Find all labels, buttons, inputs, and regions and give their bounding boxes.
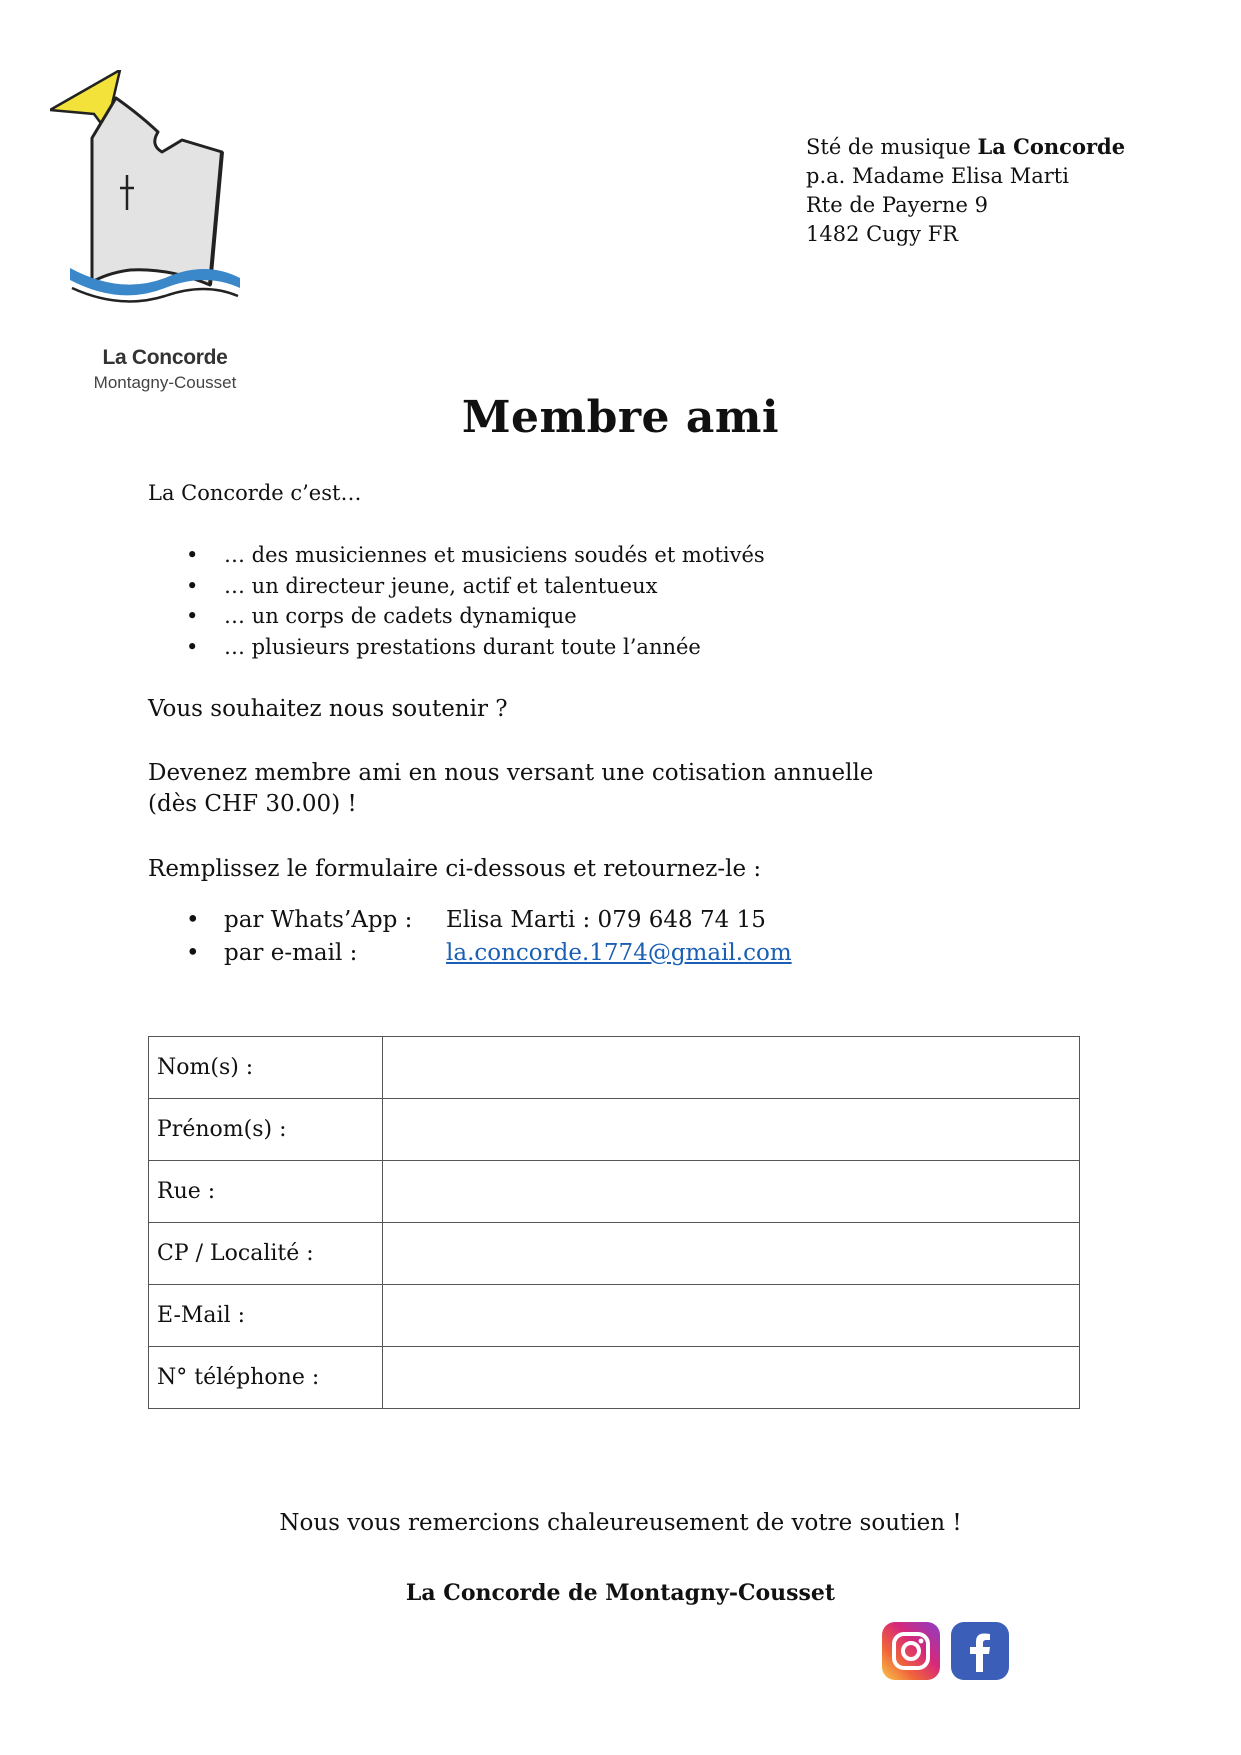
list-item: • … un directeur jeune, actif et talentueux [148,571,765,602]
list-item: • … un corps de cadets dynamique [148,601,765,632]
features-list [148,540,765,662]
field-input-telephone[interactable] [383,1347,1080,1409]
field-input-prenom[interactable] [383,1099,1080,1161]
field-label-nom: Nom(s) : [149,1037,383,1099]
instagram-icon[interactable] [882,1622,940,1680]
club-logo [50,70,280,400]
logo-name: La Concorde [102,346,228,369]
address-line-1 [806,132,1125,162]
list-item: • … plusieurs prestations durant toute l’année [148,632,765,663]
email-link[interactable]: la.concorde.1774@gmail.com [446,940,792,966]
contact-label: par Whats’App : [224,907,413,933]
logo-subtitle: Montagny-Cousset [93,373,237,392]
table-row [149,1099,1080,1161]
list-item: • … des musiciennes et musiciens soudés et motivés [148,540,765,571]
contacts-list [148,904,792,970]
field-input-rue[interactable] [383,1161,1080,1223]
field-label-prenom: Prénom(s) : [149,1099,383,1161]
thanks-text: Nous vous remercions chaleureusement de votre soutien ! [279,1510,962,1536]
field-label-rue: Rue : [149,1161,383,1223]
address-line-4: 1482 Cugy FR [806,222,959,246]
field-label-telephone: N° téléphone : [149,1347,383,1409]
field-label-cp-localite: CP / Localité : [149,1223,383,1285]
intro-text: La Concorde c’est… [148,481,362,505]
table-row [149,1285,1080,1347]
table-row [149,1347,1080,1409]
page-title: Membre ami [461,392,780,443]
facebook-icon[interactable] [951,1622,1009,1680]
become-member-line-2: (dès CHF 30.00) ! [148,791,357,817]
field-input-email[interactable] [383,1285,1080,1347]
contact-value: Elisa Marti : 079 648 74 15 [446,907,766,933]
field-input-nom[interactable] [383,1037,1080,1099]
support-question: Vous souhaitez nous soutenir ? [148,696,508,722]
address-line-3: Rte de Payerne 9 [806,193,988,217]
address-line-2: p.a. Madame Elisa Marti [806,164,1069,188]
table-row [149,1161,1080,1223]
contact-label: par e-mail : [224,940,358,966]
address-org-name: La Concorde [977,134,1126,159]
address-block [806,132,1125,249]
field-label-email: E-Mail : [149,1285,383,1347]
become-member-line-1: Devenez membre ami en nous versant une cotisation annuelle [148,760,874,786]
table-row [149,1037,1080,1099]
contact-email [148,937,792,970]
contact-whatsapp [148,904,792,937]
membership-form-table [148,1036,1080,1409]
address-prefix: Sté de musique [806,135,978,159]
field-input-cp-localite[interactable] [383,1223,1080,1285]
signature: La Concorde de Montagny-Cousset [405,1580,836,1606]
table-row [149,1223,1080,1285]
church-tower-icon [50,70,280,350]
instructions-text: Remplissez le formulaire ci-dessous et retournez-le : [148,856,762,882]
